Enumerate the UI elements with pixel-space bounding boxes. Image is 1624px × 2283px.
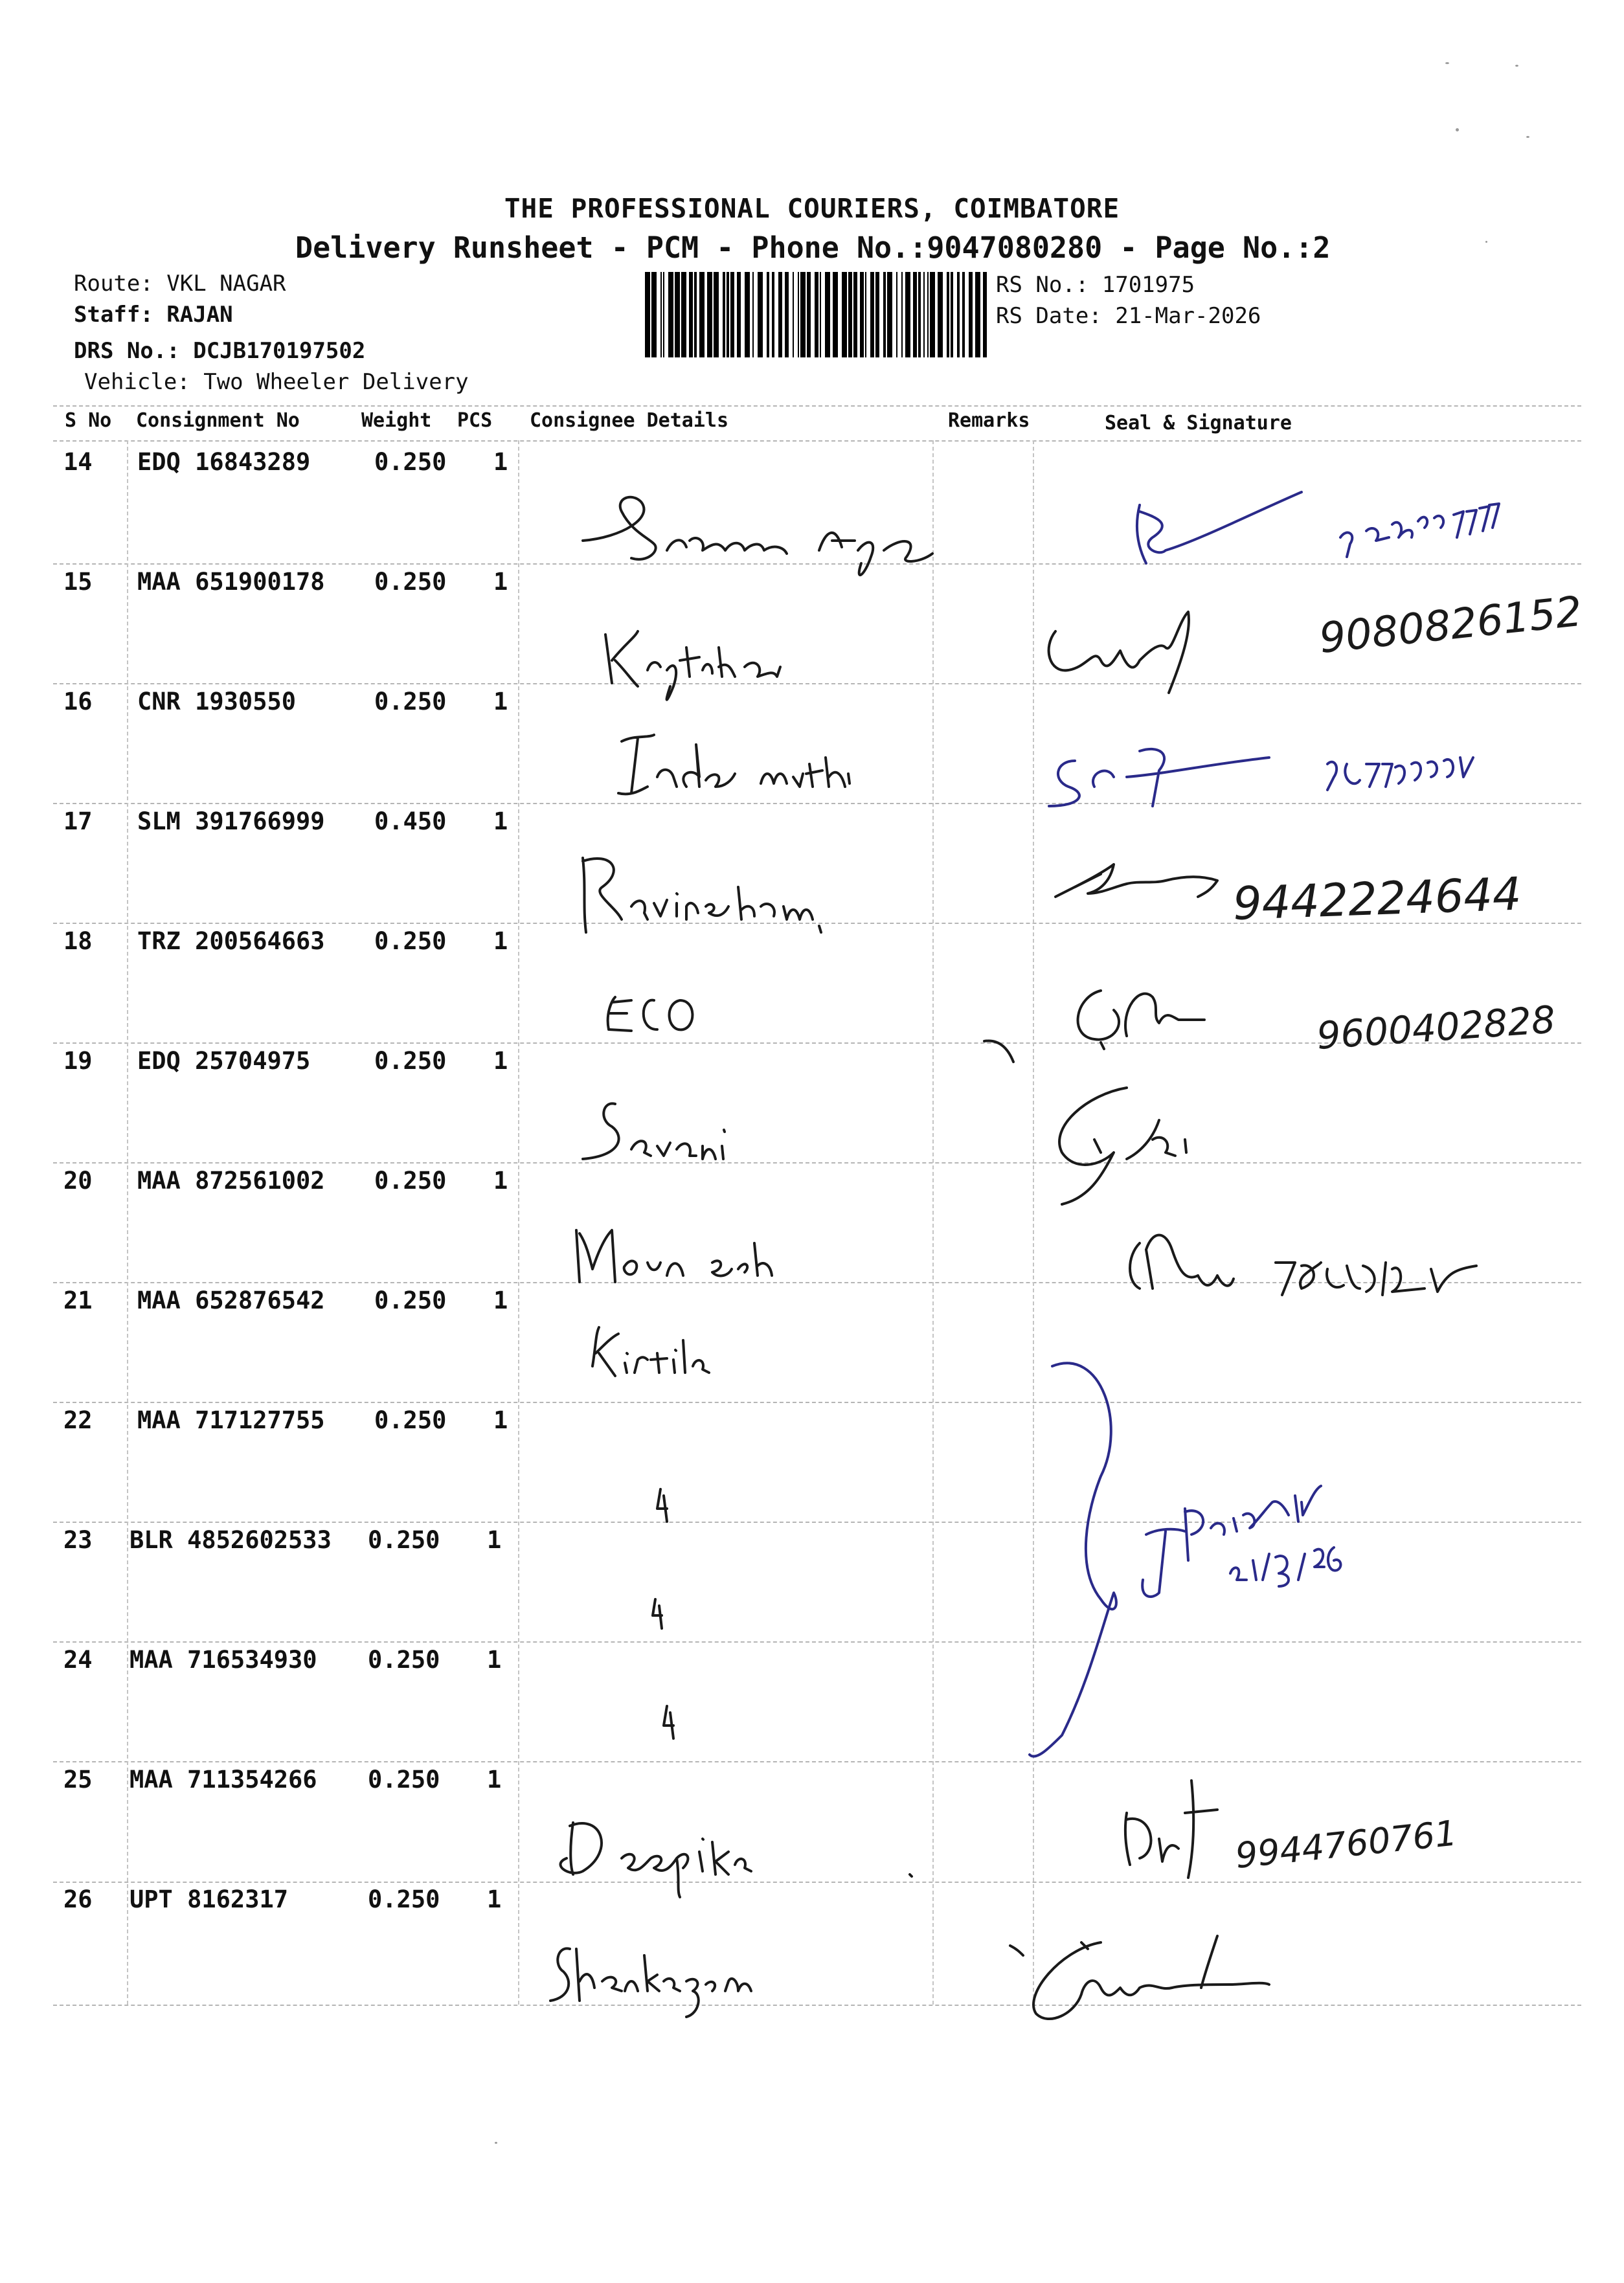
- cell-sno: 16: [63, 688, 93, 715]
- header-remarks: Remarks: [948, 409, 1030, 432]
- stray-mark: [1010, 1946, 1023, 1955]
- handwritten-consignee: [583, 497, 932, 575]
- cell-pcs: 1: [487, 1646, 502, 1674]
- cell-sno: 23: [63, 1526, 93, 1554]
- header-consignment-no: Consignment No: [136, 409, 300, 432]
- document-title: THE PROFESSIONAL COURIERS, COIMBATORE: [504, 193, 1120, 224]
- cell-sno: 25: [63, 1766, 93, 1794]
- handwritten-signature: [1125, 1781, 1217, 1878]
- cell-consignment-no: MAA 652876542: [137, 1287, 325, 1314]
- staff-label: Staff: RAJAN: [74, 302, 233, 328]
- header-weight: Weight: [361, 409, 432, 432]
- document-subtitle: Delivery Runsheet - PCM - Phone No.:9047080280 - Page No.:2: [295, 231, 1331, 265]
- cell-pcs: 1: [493, 448, 508, 476]
- scan-speck: [1485, 241, 1487, 243]
- scan-speck: [495, 2142, 497, 2144]
- cell-weight: 0.250: [374, 1406, 447, 1434]
- cell-consignment-no: MAA 716534930: [130, 1646, 317, 1674]
- cell-pcs: 1: [487, 1766, 502, 1794]
- cell-pcs: 1: [493, 1287, 508, 1314]
- handwritten-consignee: [618, 735, 850, 794]
- cell-pcs: 1: [493, 568, 508, 596]
- rs-date: RS Date: 21-Mar-2026: [996, 303, 1261, 329]
- cell-sno: 18: [63, 927, 93, 955]
- cell-weight: 0.250: [374, 448, 447, 476]
- handwritten-signature: [1078, 991, 1204, 1049]
- rs-number: RS No.: 1701975: [996, 272, 1195, 298]
- cell-weight: 0.250: [374, 568, 447, 596]
- handwritten-consignee: [550, 1948, 751, 2017]
- cell-pcs: 1: [493, 927, 508, 955]
- scan-speck: [1515, 65, 1518, 67]
- cell-consignment-no: MAA 651900178: [137, 568, 325, 596]
- handwritten-signature: [1059, 1088, 1186, 1204]
- cell-consignment-no: EDQ 25704975: [137, 1047, 311, 1075]
- cell-consignment-no: SLM 391766999: [137, 807, 325, 835]
- cell-sno: 22: [63, 1406, 93, 1434]
- drs-number: DRS No.: DCJB170197502: [74, 338, 366, 364]
- scan-speck: [1456, 128, 1459, 131]
- handwritten-signature: [1033, 1936, 1269, 2019]
- handwritten-phone-number: 9080826152: [1316, 587, 1585, 663]
- handwritten-phone-number: [1327, 758, 1473, 790]
- handwritten-signature: [1137, 492, 1302, 563]
- header-consignee-details: Consignee Details: [530, 409, 729, 432]
- handwritten-signature: [1055, 864, 1217, 897]
- handwritten-consignee: [605, 631, 780, 700]
- cell-consignment-no: EDQ 16843289: [137, 448, 311, 476]
- handwritten-consignee: [608, 997, 693, 1031]
- cell-weight: 0.250: [374, 1047, 447, 1075]
- vehicle-label: Vehicle: Two Wheeler Delivery: [84, 369, 469, 395]
- cell-consignment-no: BLR 4852602533: [130, 1526, 332, 1554]
- handwritten-consignee: [583, 1103, 725, 1159]
- cell-weight: 0.250: [368, 1526, 440, 1554]
- handwritten-signature: [1142, 1486, 1321, 1597]
- handwritten-signature: [1049, 749, 1269, 806]
- cell-weight: 0.250: [374, 1167, 447, 1195]
- cell-weight: 0.250: [368, 1766, 440, 1794]
- stray-mark: [984, 1040, 1013, 1062]
- group-brace: [1030, 1363, 1116, 1756]
- scan-speck: [1526, 136, 1529, 138]
- cell-sno: 14: [63, 448, 93, 476]
- header-seal-signature: Seal & Signature: [1105, 412, 1292, 434]
- cell-sno: 20: [63, 1167, 93, 1195]
- cell-pcs: 1: [493, 688, 508, 715]
- handwritten-consignee: [560, 1823, 751, 1897]
- handwritten-ditto-mark: [664, 1706, 673, 1738]
- handwritten-phone-number: 9442224644: [1232, 867, 1522, 930]
- cell-sno: 15: [63, 568, 93, 596]
- cell-consignment-no: MAA 717127755: [137, 1406, 325, 1434]
- handwritten-phone-number: 9944760761: [1233, 1812, 1460, 1876]
- cell-weight: 0.250: [374, 927, 447, 955]
- stray-mark: [910, 1874, 912, 1876]
- cell-pcs: 1: [493, 1167, 508, 1195]
- handwritten-phone-number: [1276, 1263, 1476, 1295]
- cell-consignment-no: TRZ 200564663: [137, 927, 325, 955]
- header-pcs: PCS: [457, 409, 493, 432]
- cell-consignment-no: MAA 872561002: [137, 1167, 325, 1195]
- cell-sno: 19: [63, 1047, 93, 1075]
- cell-sno: 24: [63, 1646, 93, 1674]
- handwritten-phone-number: [1340, 504, 1499, 557]
- cell-sno: 21: [63, 1287, 93, 1314]
- cell-pcs: 1: [493, 1047, 508, 1075]
- handwritten-date: [1230, 1547, 1340, 1586]
- handwritten-consignee: [583, 858, 821, 932]
- cell-weight: 0.450: [374, 807, 447, 835]
- cell-pcs: 1: [493, 1406, 508, 1434]
- cell-weight: 0.250: [374, 1287, 447, 1314]
- handwritten-ditto-mark: [657, 1489, 667, 1522]
- cell-weight: 0.250: [368, 1646, 440, 1674]
- handwritten-consignee: [592, 1327, 709, 1376]
- cell-consignment-no: MAA 711354266: [130, 1766, 317, 1794]
- header-sno: S No: [65, 409, 112, 432]
- cell-weight: 0.250: [374, 688, 447, 715]
- handwritten-consignee: [576, 1230, 772, 1282]
- handwritten-signature: [1130, 1235, 1234, 1289]
- cell-consignment-no: UPT 8162317: [130, 1885, 289, 1913]
- handwritten-signature: [1049, 612, 1189, 693]
- cell-sno: 17: [63, 807, 93, 835]
- handwritten-ditto-mark: [653, 1599, 662, 1628]
- scan-speck: [1445, 62, 1449, 64]
- cell-pcs: 1: [487, 1885, 502, 1913]
- cell-pcs: 1: [487, 1526, 502, 1554]
- handwritten-phone-number: 9600402828: [1315, 997, 1557, 1058]
- cell-consignment-no: CNR 1930550: [137, 688, 297, 715]
- cell-weight: 0.250: [368, 1885, 440, 1913]
- route-label: Route: VKL NAGAR: [74, 271, 286, 297]
- cell-sno: 26: [63, 1885, 93, 1913]
- cell-pcs: 1: [493, 807, 508, 835]
